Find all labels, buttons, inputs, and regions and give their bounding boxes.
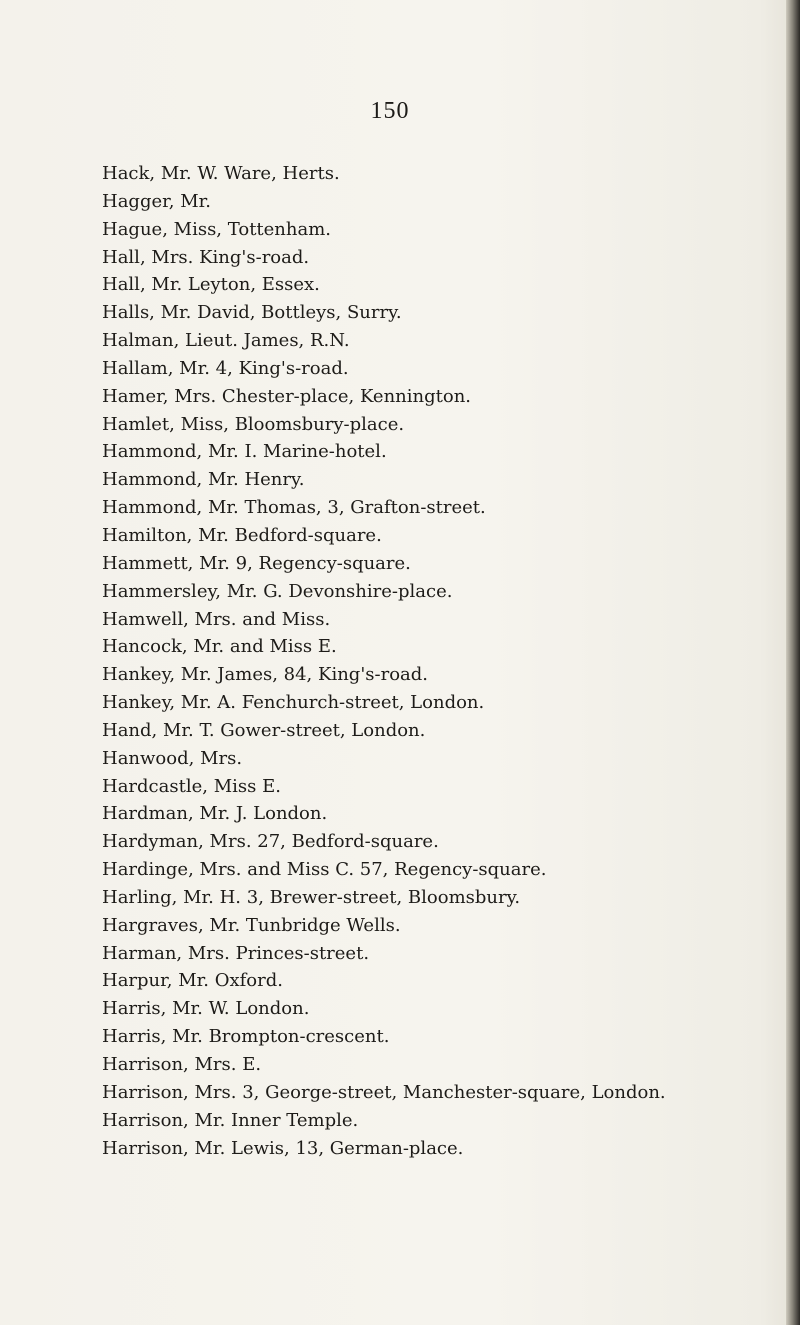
directory-entry: Harrison, Mrs. 3, George-street, Manchester-square, London. [102,1081,666,1103]
directory-entry: Harrison, Mr. Inner Temple. [102,1109,359,1131]
directory-entry: Harris, Mr. Brompton-crescent. [102,1026,390,1048]
directory-entry: Hall, Mr. Leyton, Essex. [102,274,320,296]
directory-entry: Harpur, Mr. Oxford. [102,970,283,992]
directory-entry: Hardman, Mr. J. London. [102,803,328,825]
directory-entry: Hamlet, Miss, Bloomsbury-place. [102,413,405,435]
directory-entry: Halman, Lieut. James, R.N. [102,330,350,352]
directory-entry: Hague, Miss, Tottenham. [102,218,332,240]
directory-entry: Hamwell, Mrs. and Miss. [102,608,331,630]
directory-entry: Harling, Mr. H. 3, Brewer-street, Bloomsbury. [102,886,521,908]
directory-entry: Harrison, Mr. Lewis, 13, German-place. [102,1137,464,1159]
directory-entry: Halls, Mr. David, Bottleys, Surry. [102,302,402,324]
directory-entry: Hammett, Mr. 9, Regency-square. [102,552,411,574]
directory-entry: Hagger, Mr. [102,190,211,212]
directory-entry: Hardyman, Mrs. 27, Bedford-square. [102,831,439,853]
directory-entry: Hall, Mrs. King's-road. [102,246,310,268]
directory-entry: Hallam, Mr. 4, King's-road. [102,357,349,379]
directory-entry: Hankey, Mr. A. Fenchurch-street, London. [102,692,485,714]
directory-entry: Hand, Mr. T. Gower-street, London. [102,719,426,741]
directory-entry: Hancock, Mr. and Miss E. [102,636,337,658]
directory-entry: Hammond, Mr. I. Marine-hotel. [102,441,387,463]
directory-entry: Hanwood, Mrs. [102,747,243,769]
directory-entry: Harrison, Mrs. E. [102,1054,262,1075]
directory-entry: Harman, Mrs. Princes-street. [102,942,370,964]
directory-entry: Hankey, Mr. James, 84, King's-road. [102,664,429,686]
directory-entry: Harris, Mr. W. London. [102,998,310,1020]
directory-entry: Hammond, Mr. Henry. [102,469,305,491]
book-spine-shadow [786,0,800,1325]
directory-entry: Hargraves, Mr. Tunbridge Wells. [102,914,401,936]
directory-entry: Hamilton, Mr. Bedford-square. [102,524,382,546]
directory-entry: Hardinge, Mrs. and Miss C. 57, Regency-square. [102,859,547,881]
directory-entry: Hack, Mr. W. Ware, Herts. [102,163,340,184]
directory-entry: Hardcastle, Miss E. [102,775,281,797]
directory-entry: Hammond, Mr. Thomas, 3, Grafton-street. [102,497,486,519]
directory-entry: Hamer, Mrs. Chester-place, Kennington. [102,385,472,407]
directory-entry: Hammersley, Mr. G. Devonshire-place. [102,580,453,602]
page-number: 150 [370,98,410,124]
directory-list [102,160,666,1162]
